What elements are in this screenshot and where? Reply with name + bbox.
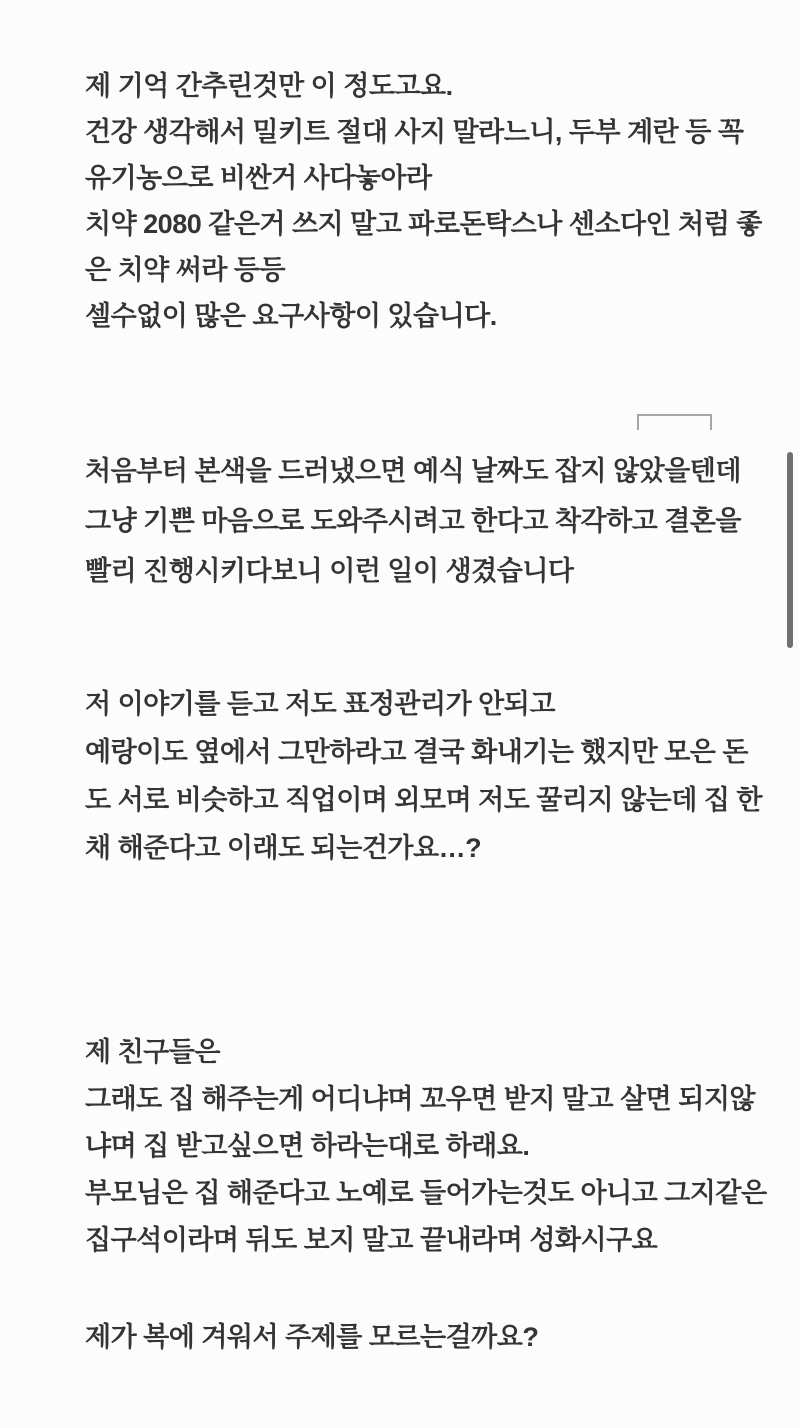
text-line: 은 치약 써라 등등 [85,255,286,285]
text-line: 부모님은 집 해준다고 노예로 들어가는것도 아니고 그지같은 [85,1178,767,1208]
paragraph [85,1029,767,1264]
text-line: 제 기억 간추린것만 이 정도고요. [85,71,453,101]
text-line: 치약 2080 같은거 쓰지 말고 파로돈탁스나 센소다인 처럼 좋 [85,209,762,239]
text-line: 저 이야기를 듣고 저도 표정관리가 안되고 [85,689,555,719]
paragraph [85,63,762,339]
text-line: 빨리 진행시키다보니 이런 일이 생겼습니다 [85,556,574,586]
paragraph [85,680,762,872]
text-line: 유기농으로 비싼거 사다놓아라 [85,163,432,193]
text-line: 도 서로 비슷하고 직업이며 외모며 저도 꿀리지 않는데 집 한 [85,785,762,815]
empty-box-outline [637,414,712,430]
paragraph [85,1314,750,1361]
text-line: 예랑이도 옆에서 그만하라고 결국 화내기는 했지만 모은 돈 [85,737,748,767]
text-line: 셀수없이 많은 요구사항이 있습니다. [85,301,497,331]
text-line: 냐며 집 받고싶으면 하라는대로 하래요. [85,1131,530,1161]
text-line: 집구석이라며 뒤도 보지 말고 끝내라며 성화시구요 [85,1225,658,1255]
paragraph [85,446,750,596]
text-line: 제 친구들은 [85,1037,220,1067]
text-line: 건강 생각해서 밀키트 절대 사지 말라느니, 두부 계란 등 꼭 [85,117,744,147]
text-line: 그래도 집 해주는게 어디냐며 꼬우면 받지 말고 살면 되지않 [85,1084,755,1114]
text-line: 채 해준다고 이래도 되는건가요…? [85,833,482,863]
text-line: 처음부터 본색을 드러냈으면 예식 날짜도 잡지 않았을텐데 [85,456,741,486]
text-line: 제가 복에 겨워서 주제를 모르는걸까요? [85,1322,539,1352]
scrollbar-thumb[interactable] [787,452,793,648]
text-line: 그냥 기쁜 마음으로 도와주시려고 한다고 착각하고 결혼을 [85,506,741,536]
